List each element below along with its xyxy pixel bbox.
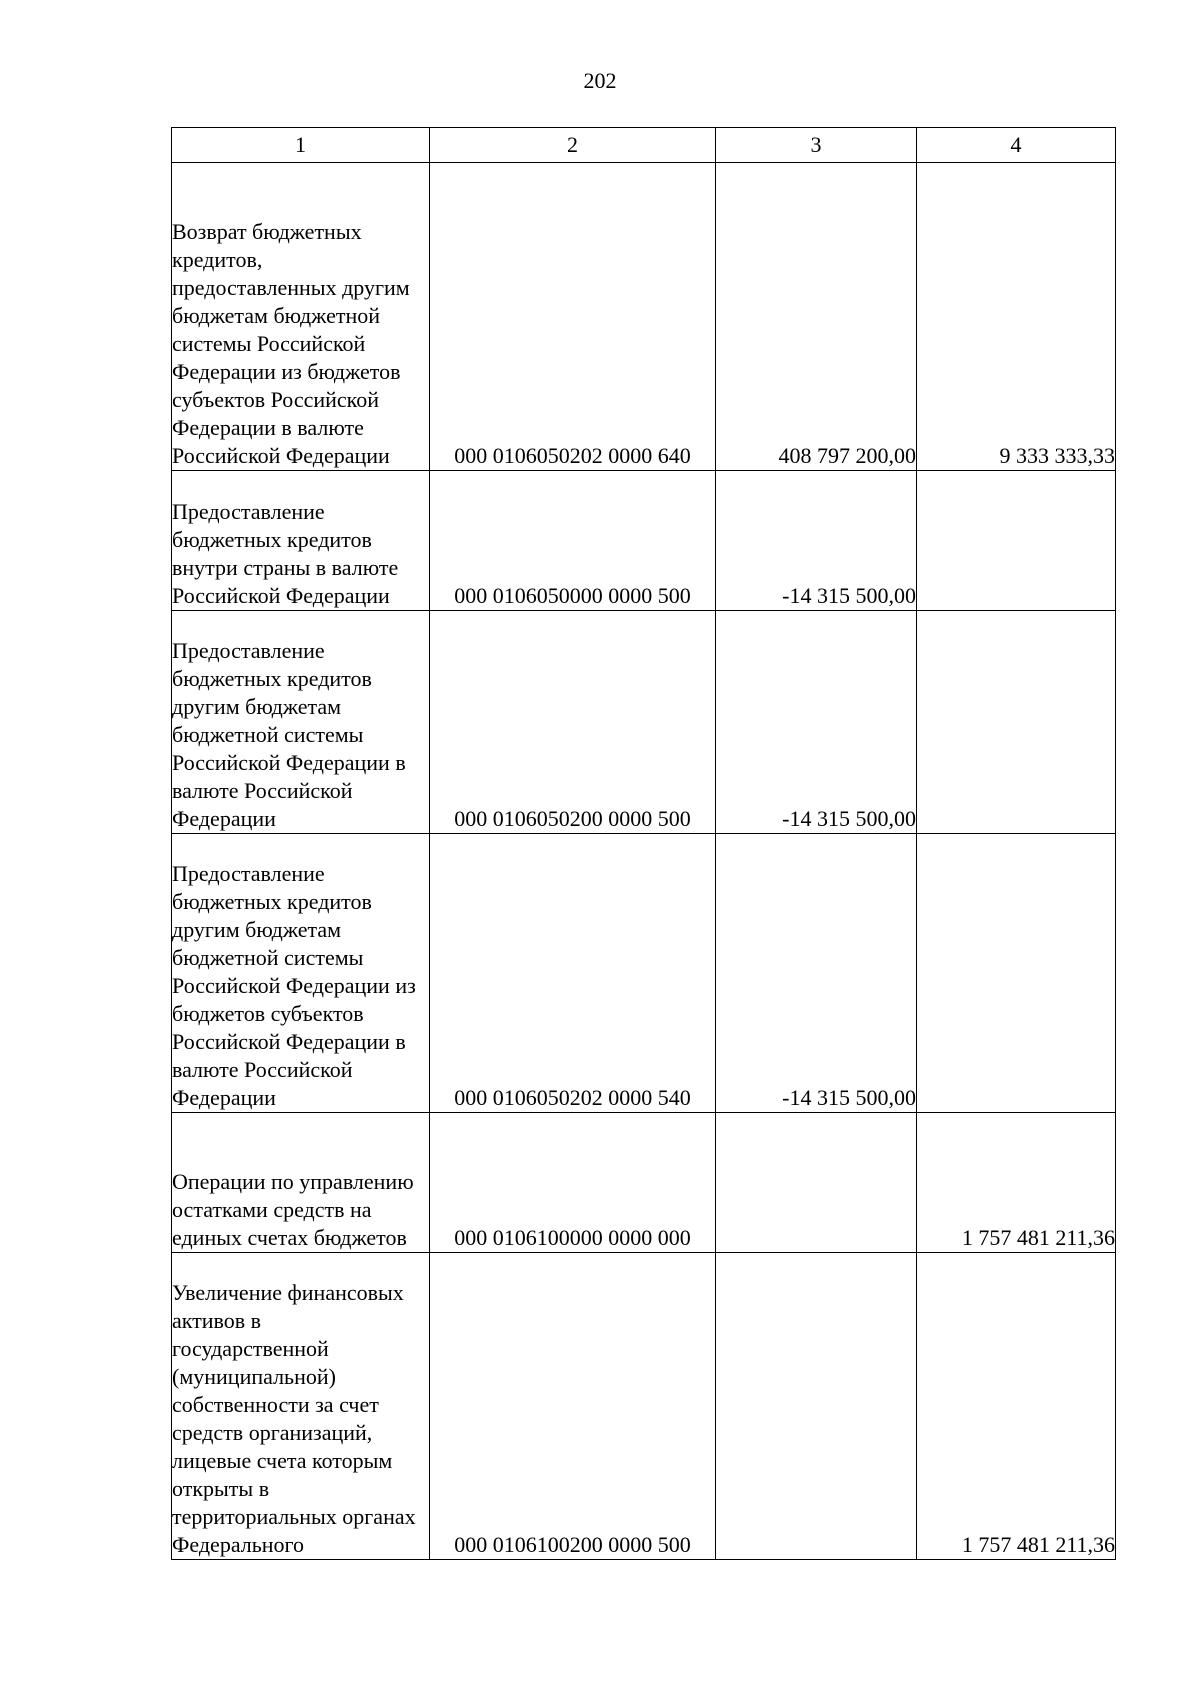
table-row (172, 1253, 1116, 1560)
row-value-col3: -14 315 500,00 (716, 611, 917, 834)
page-number: 202 (583, 68, 617, 93)
row-value-col4 (917, 471, 1116, 611)
row-value-col3 (716, 1113, 917, 1253)
row-name: Возврат бюджетных кредитов, предоставленных другим бюджетам бюджетной системы Российской Федерации из бюджетов субъектов Российской Федерации в валюте Российской Федерации (172, 219, 410, 468)
table-row (172, 611, 1116, 834)
row-code: 000 0106050200 0000 500 (430, 611, 716, 834)
row-name-cell (172, 1113, 430, 1253)
row-name-cell (172, 471, 430, 611)
row-value-col4 (917, 834, 1116, 1113)
table-row (172, 163, 1116, 471)
column-header-2: 2 (430, 128, 716, 163)
column-header-3: 3 (716, 128, 917, 163)
table-row (172, 1113, 1116, 1253)
row-name: Предоставление бюджетных кредитов внутри страны в валюте Российской Федерации (172, 499, 399, 608)
row-value-col3: -14 315 500,00 (716, 471, 917, 611)
column-header-4: 4 (917, 128, 1116, 163)
row-value-col3: 408 797 200,00 (716, 163, 917, 471)
row-name-cell (172, 834, 430, 1113)
row-name-cell (172, 611, 430, 834)
row-code: 000 0106050202 0000 540 (430, 834, 716, 1113)
row-code: 000 0106100200 0000 500 (430, 1253, 716, 1560)
row-value-col4: 1 757 481 211,36 (917, 1253, 1116, 1560)
column-header-1: 1 (172, 128, 430, 163)
row-name: Предоставление бюджетных кредитов другим бюджетам бюджетной системы Российской Федерации в валюте Российской Федерации (172, 638, 406, 831)
row-code: 000 0106050000 0000 500 (430, 471, 716, 611)
row-name: Операции по управлению остатками средств на единых счетах бюджетов (172, 1169, 414, 1250)
row-value-col4: 9 333 333,33 (917, 163, 1116, 471)
row-value-col4: 1 757 481 211,36 (917, 1113, 1116, 1253)
row-name-cell (172, 163, 430, 471)
table-header-row (172, 128, 1116, 163)
row-value-col3: -14 315 500,00 (716, 834, 917, 1113)
row-value-col4 (917, 611, 1116, 834)
row-name: Предоставление бюджетных кредитов другим бюджетам бюджетной системы Российской Федерации из бюджетов субъектов Российской Федерации в валюте Российской Федерации (172, 861, 416, 1110)
table-row (172, 834, 1116, 1113)
row-name: Увеличение финансовых активов в государственной (муниципальной) собственности за счет средств организаций, лицевые счета которым открыты в территориальных органах Федерального (172, 1280, 416, 1557)
budget-sources-table (171, 127, 1116, 1560)
table-row (172, 471, 1116, 611)
row-code: 000 0106050202 0000 640 (430, 163, 716, 471)
row-name-cell (172, 1253, 430, 1560)
row-code: 000 0106100000 0000 000 (430, 1113, 716, 1253)
row-value-col3 (716, 1253, 917, 1560)
